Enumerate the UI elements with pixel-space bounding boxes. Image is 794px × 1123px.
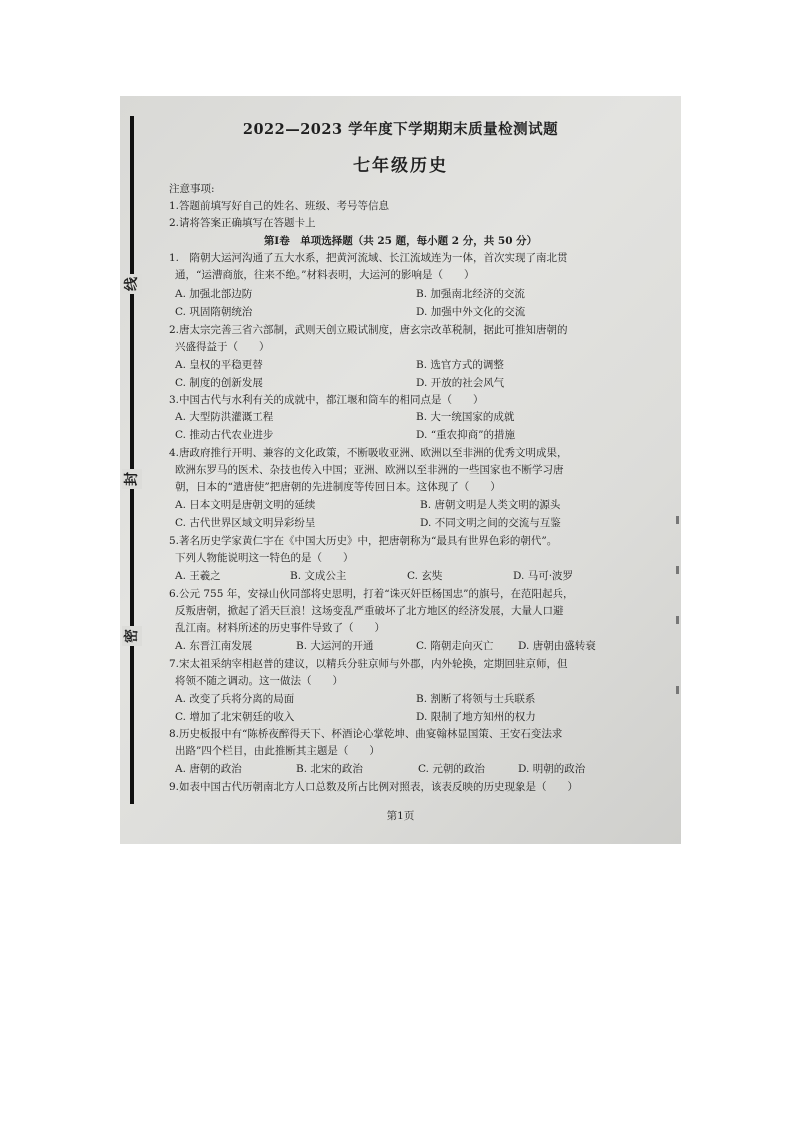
- exam-subtitle: 七年级历史: [353, 156, 448, 176]
- option-b: B. 唐朝文明是人类文明的源头: [420, 499, 561, 511]
- option-a: A. 加强北部边防: [175, 288, 253, 300]
- question-text: 5.著名历史学家黄仁宇在《中国大历史》中，把唐朝称为“最具有世界色彩的朝代”。: [169, 535, 558, 547]
- option-d: D. 不同文明之间的交流与互鉴: [420, 517, 561, 529]
- section-heading: 第Ⅰ卷 单项选择题（共 25 题，每小题 2 分，共 50 分）: [263, 235, 538, 247]
- option-b: B. 大一统国家的成就: [416, 411, 515, 423]
- option-d: D. 唐朝由盛转衰: [518, 640, 596, 652]
- option-c: C. 隋朝走向灭亡: [416, 640, 494, 652]
- option-c: C. 推动古代农业进步: [175, 429, 274, 441]
- question-text: 8.历史板报中有“陈桥夜醉得天下、杯酒论心掌乾坤、曲宴翰林显国策、王安石变法求: [169, 728, 563, 740]
- question-text: 4.唐政府推行开明、兼容的文化政策，不断吸收亚洲、欧洲以至非洲的优秀文明成果，: [169, 447, 568, 459]
- option-b: B. 北宋的政治: [296, 763, 363, 775]
- option-c: C. 增加了北宋朝廷的收入: [175, 711, 295, 723]
- option-d: D. 加强中外文化的交流: [416, 306, 526, 318]
- option-d: D. 明朝的政治: [518, 763, 586, 775]
- option-a: A. 大型防洪灌溉工程: [175, 411, 274, 423]
- exam-content: [120, 96, 681, 844]
- option-b: B. 大运河的开通: [296, 640, 374, 652]
- question-text: 出路”四个栏目，由此推断其主题是（ ）: [175, 745, 380, 757]
- binding-label-feng: 封: [122, 469, 142, 489]
- option-c: C. 巩固隋朝统治: [175, 306, 253, 318]
- option-b: B. 割断了将领与士兵联系: [416, 693, 536, 705]
- note-item: 2.请将答案正确填写在答题卡上: [169, 217, 316, 229]
- question-text: 2.唐太宗完善三省六部制，武则天创立殿试制度，唐玄宗改革税制，据此可推知唐朝的: [169, 324, 568, 336]
- option-d: D. 开放的社会风气: [416, 377, 505, 389]
- question-text: 兴盛得益于（ ）: [175, 341, 270, 353]
- option-a: A. 改变了兵将分离的局面: [175, 693, 295, 705]
- binding-label-mi: 密: [122, 626, 142, 646]
- exam-paper-photo: [120, 96, 681, 844]
- option-a: A. 唐朝的政治: [175, 763, 242, 775]
- option-b: B. 文成公主: [290, 570, 347, 582]
- option-d: D. “重农抑商”的措施: [416, 429, 515, 441]
- note-item: 1.答题前填写好自己的姓名、班级、考号等信息: [169, 200, 390, 212]
- question-text: 朝，日本的“遣唐使”把唐朝的先进制度等传回日本。这体现了（ ）: [175, 481, 501, 493]
- option-b: B. 加强南北经济的交流: [416, 288, 525, 300]
- option-b: B. 选官方式的调整: [416, 359, 504, 371]
- option-d: D. 限制了地方知州的权力: [416, 711, 536, 723]
- question-text: 下列人物能说明这一特色的是（ ）: [175, 552, 354, 564]
- option-a: A. 皇权的平稳更替: [175, 359, 263, 371]
- question-text: 反叛唐朝，掀起了滔天巨浪！这场变乱严重破坏了北方地区的经济发展，大量人口避: [175, 605, 564, 617]
- question-text: 欧洲东罗马的医术、杂技也传入中国；亚洲、欧洲以至非洲的一些国家也不断学习唐: [175, 464, 564, 476]
- question-text: 通，“运漕商旅，往来不绝。”材料表明，大运河的影响是（ ）: [175, 269, 475, 281]
- question-text: 9.如表中国古代历朝南北方人口总数及所占比例对照表，该表反映的历史现象是（ ）: [169, 781, 579, 793]
- page-number: 第1页: [386, 810, 415, 822]
- option-c: C. 古代世界区域文明异彩纷呈: [175, 517, 316, 529]
- question-text: 7.宋太祖采纳宰相赵普的建议，以精兵分驻京师与外郡，内外轮换，定期回驻京师，但: [169, 658, 568, 670]
- question-text: 3.中国古代与水利有关的成就中，都江堰和筒车的相同点是（ ）: [169, 394, 484, 406]
- option-c: C. 玄奘: [407, 570, 443, 582]
- option-a: A. 日本文明是唐朝文明的延续: [175, 499, 316, 511]
- option-c: C. 元朝的政治: [418, 763, 485, 775]
- exam-title: 2022—2023 学年度下学期期末质量检测试题: [242, 121, 559, 138]
- question-text: 6.公元 755 年，安禄山伙同部将史思明，打着“诛灭奸臣杨国忠”的旗号，在范阳起兵，: [169, 588, 574, 600]
- question-text: 1. 隋朝大运河沟通了五大水系，把黄河流域、长江流域连为一体，首次实现了南北贯: [169, 252, 568, 264]
- option-c: C. 制度的创新发展: [175, 377, 263, 389]
- option-d: D. 马可·波罗: [513, 570, 574, 582]
- option-a: A. 王羲之: [175, 570, 221, 582]
- option-a: A. 东晋江南发展: [175, 640, 253, 652]
- question-text: 将领不随之调动。这一做法（ ）: [175, 675, 343, 687]
- binding-label-xian: 线: [122, 274, 142, 294]
- question-text: 乱江南。材料所述的历史事件导致了（ ）: [175, 622, 385, 634]
- notes-heading: 注意事项:: [169, 183, 215, 195]
